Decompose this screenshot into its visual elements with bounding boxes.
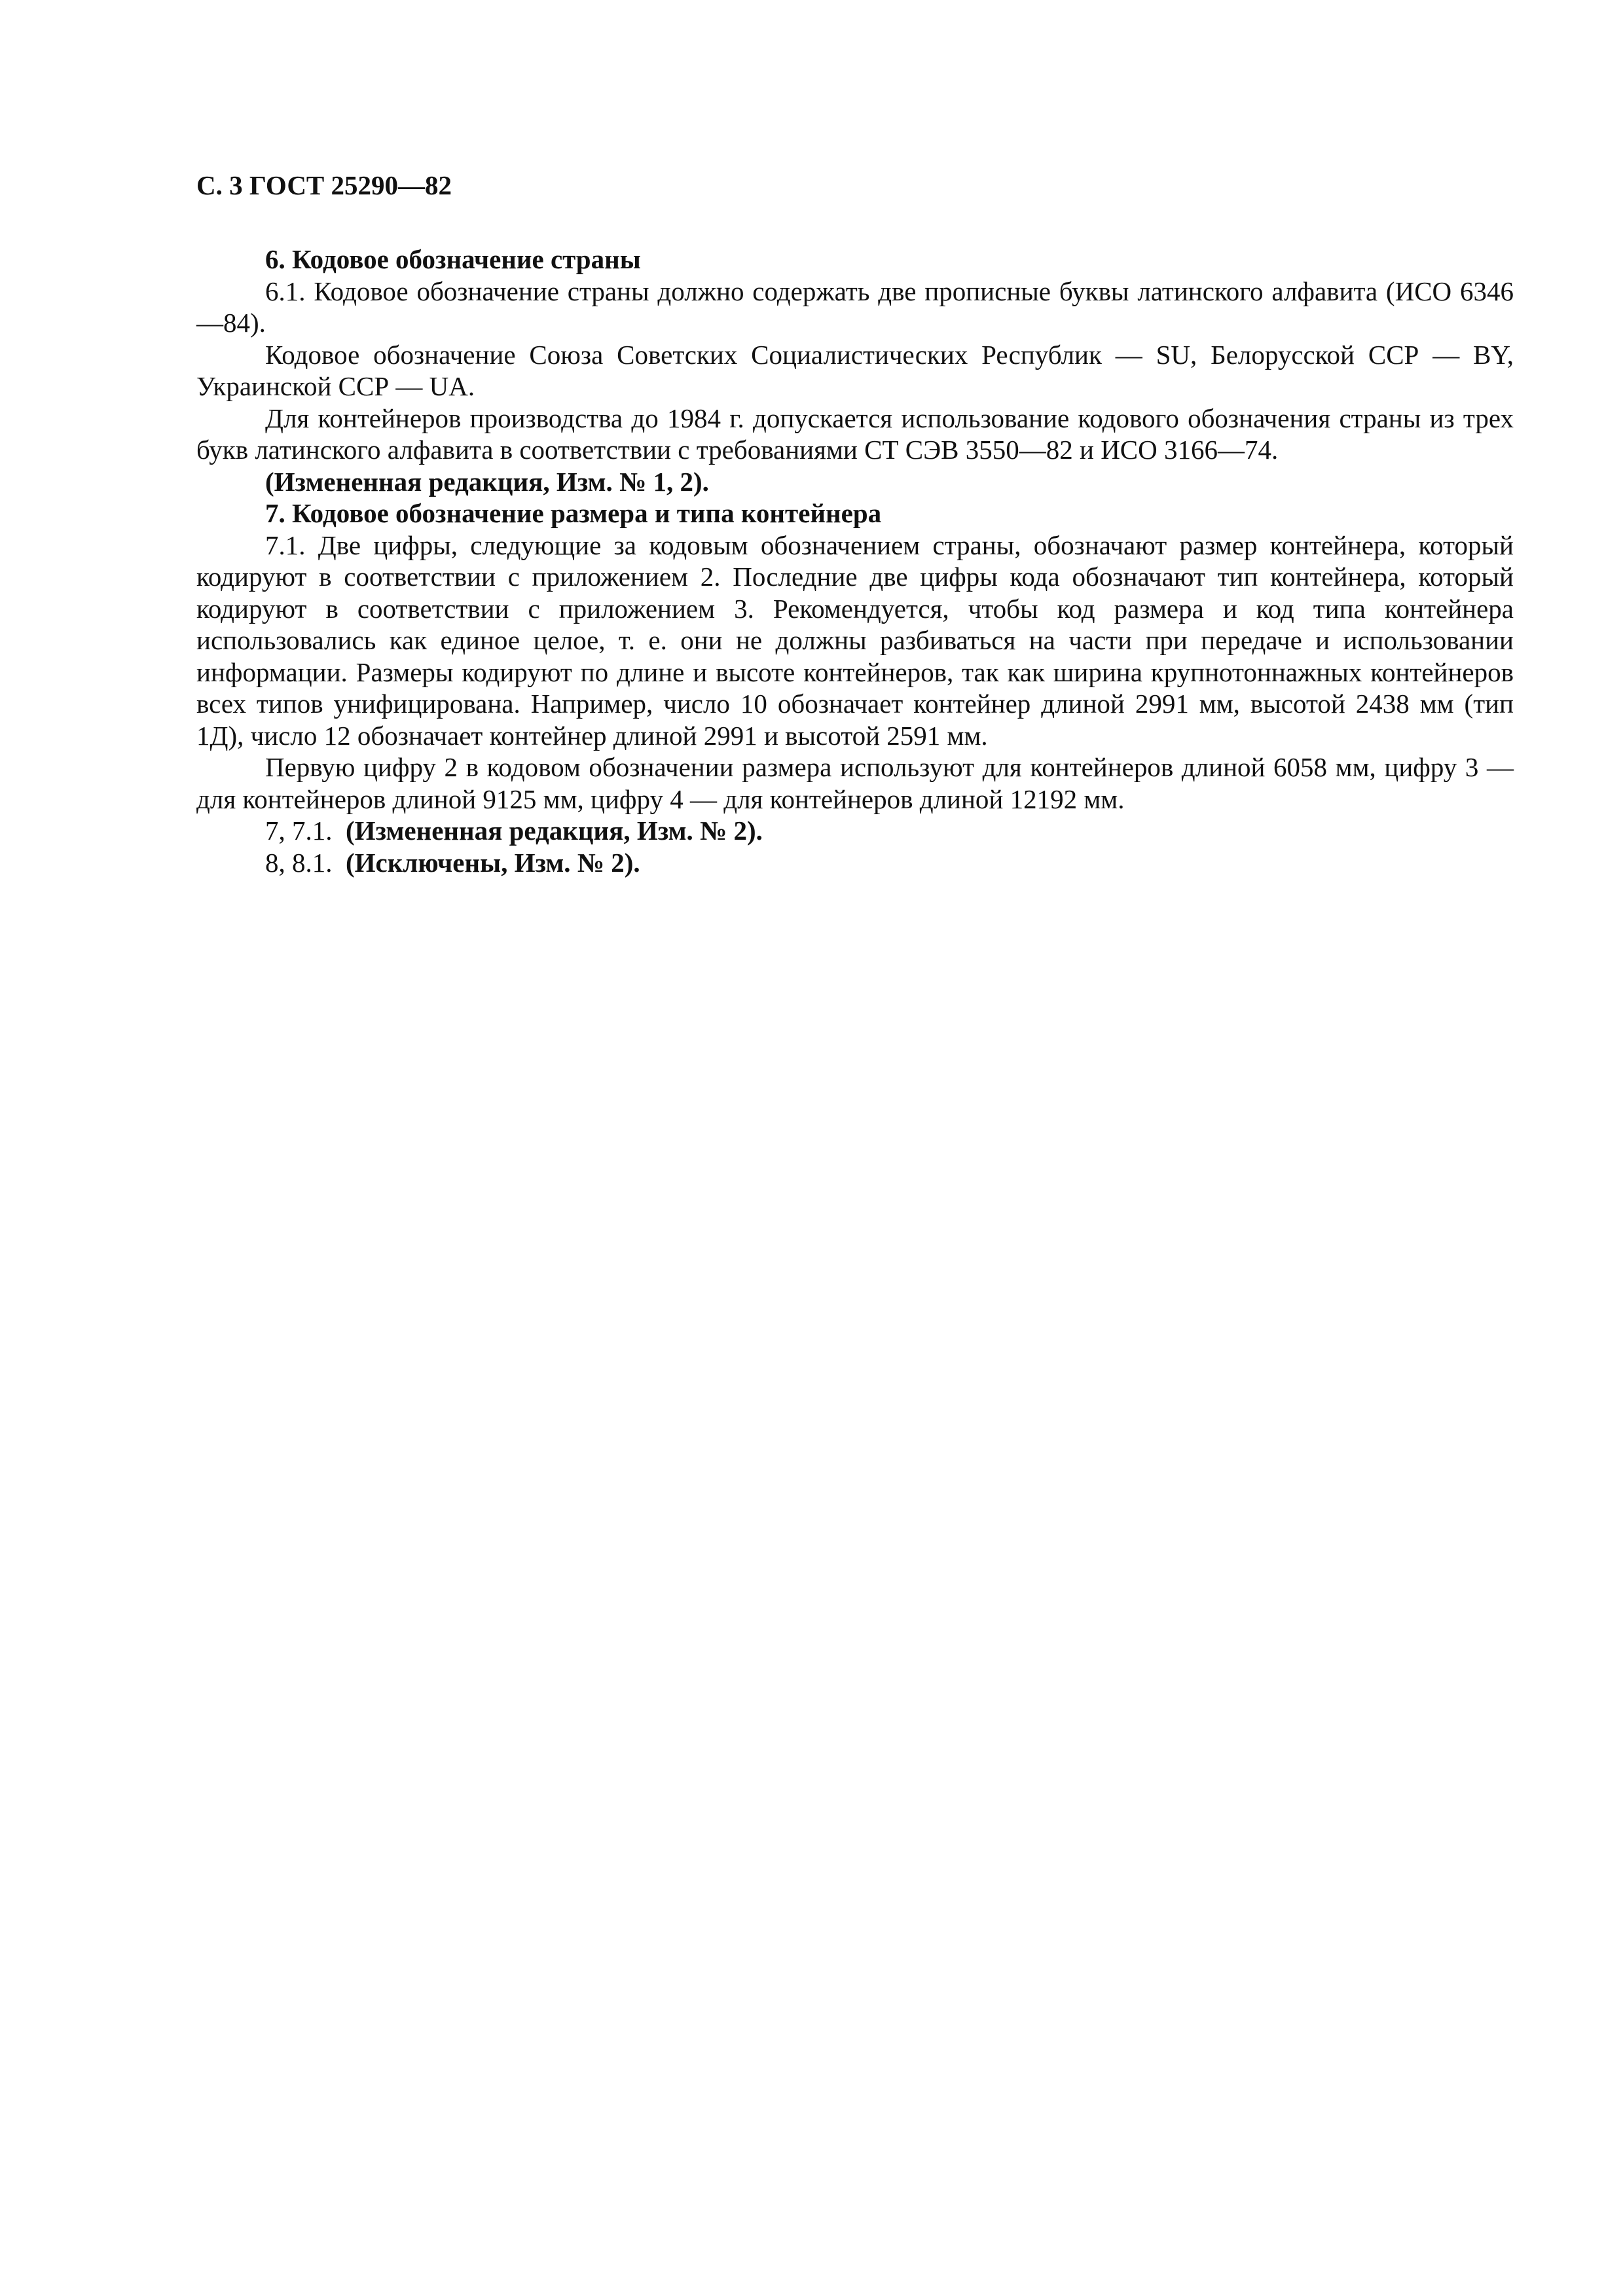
- section-7-amendment-text: (Измененная редакция, Изм. № 2).: [346, 816, 763, 846]
- section-7-1-paragraph: 7.1. Две цифры, следующие за кодовым обозначением страны, обозначают размер контейнера, который кодируют в соответствии с приложением 2. Последние две цифры кода обозначают тип контейнера, который кодируют в соответствии с приложением 3. Рекомендуется, чтобы код размера и код типа контейнера использовались как единое целое, т. е. они не должны разбиваться на части при передаче и использовании информации. Размеры кодируют по длине и высоте контейнеров, так как ширина крупнотоннажных контейнеров всех типов унифицирована. Например, число 10 обозначает контейнер длиной 2991 мм, высотой 2438 мм (тип 1Д), число 12 обозначает контейнер длиной 2991 и высотой 2591 мм.: [196, 529, 1514, 751]
- document-page: [196, 169, 1514, 878]
- section-6-country-codes-paragraph: Кодовое обозначение Союза Советских Социалистических Республик — SU, Белорусской ССР — BY, Украинской ССР — UA.: [196, 339, 1514, 401]
- section-6-title: 6. Кодовое обозначение страны: [265, 244, 641, 274]
- section-7-title: 7. Кодовое обозначение размера и типа контейнера: [265, 498, 882, 528]
- section-8-ref: 8, 8.1.: [265, 847, 333, 878]
- section-7-size-digit-paragraph: Первую цифру 2 в кодовом обозначении размера используют для контейнеров длиной 6058 мм, цифру 3 — для контейнеров длиной 9125 мм, цифру 4 — для контейнеров длиной 12192 мм.: [196, 752, 1514, 814]
- section-6-1-paragraph: 6.1. Кодовое обозначение страны должно содержать две прописные буквы латинского алфавита (ИСО 6346—84).: [196, 276, 1514, 338]
- section-8-excluded-note: [196, 847, 1514, 879]
- section-7-amendment-ref: 7, 7.1.: [265, 816, 333, 846]
- section-7-amendment-note: [196, 815, 1514, 847]
- section-6-legacy-codes-paragraph: Для контейнеров производства до 1984 г. допускается использование кодового обозначения страны из трех букв латинского алфавита в соответствии с требованиями СТ СЭВ 3550—82 и ИСО 3166—74.: [196, 403, 1514, 465]
- section-6-amendment-note: (Измененная редакция, Изм. № 1, 2).: [265, 466, 709, 497]
- page-header: С. 3 ГОСТ 25290—82: [196, 170, 452, 200]
- section-8-excluded-text: (Исключены, Изм. № 2).: [346, 847, 640, 878]
